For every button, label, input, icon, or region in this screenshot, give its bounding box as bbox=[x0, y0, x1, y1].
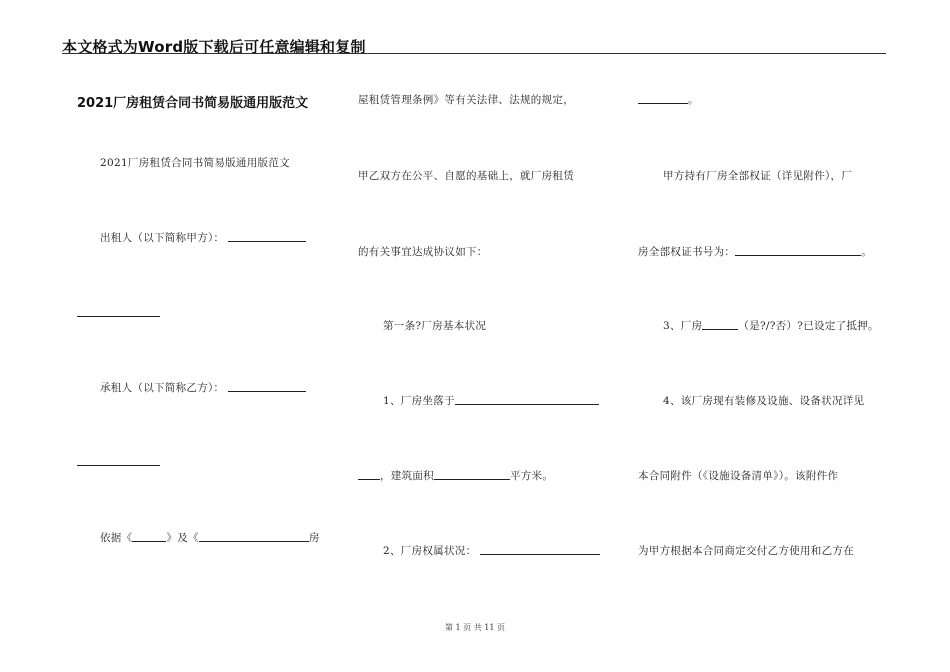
location-blank bbox=[455, 394, 599, 405]
col2-line-3: 的有关事宜达成协议如下： bbox=[358, 246, 488, 258]
certificate-end: 。 bbox=[861, 246, 873, 258]
basis-suffix: 房 bbox=[308, 532, 320, 544]
location-label: 1、厂房坐落于 bbox=[383, 395, 455, 407]
header-divider bbox=[62, 53, 886, 54]
col3-line-1 bbox=[638, 92, 699, 107]
col3-line-6: 本合同附件（《设施设备清单》）。该附件作 bbox=[638, 470, 839, 482]
mortgage-suffix: （是?/?否）?已设定了抵押。 bbox=[738, 320, 879, 332]
area-blank bbox=[434, 469, 510, 480]
col3-line-7: 为甲方根据本合同商定交付乙方使用和乙方在 bbox=[638, 545, 854, 557]
document-title: 2021厂房租赁合同书简易版通用版范文 bbox=[77, 96, 309, 111]
basis-blank-1 bbox=[132, 531, 166, 542]
mortgage-blank bbox=[702, 319, 738, 330]
col2-line-7 bbox=[383, 543, 600, 558]
col1-basis-line bbox=[100, 530, 320, 545]
mortgage-label: 3、厂房 bbox=[663, 320, 703, 332]
location-blank-continued bbox=[358, 469, 380, 480]
lessee-blank bbox=[228, 381, 306, 392]
col2-line-6 bbox=[358, 468, 553, 483]
area-label: ，建筑面积 bbox=[380, 470, 434, 482]
col2-line-1: 屋租赁管理条例》等有关法律、法规的规定， bbox=[358, 94, 574, 106]
certificate-label: 房全部权证书号为： bbox=[638, 246, 736, 258]
lessee-blank-continued bbox=[77, 465, 160, 466]
area-unit: 平方米。 bbox=[510, 470, 554, 482]
basis-prefix: 依据《 bbox=[100, 532, 133, 544]
ownership-label: 2、厂房权属状况： bbox=[383, 545, 477, 557]
ownership-blank bbox=[480, 544, 600, 555]
col1-lessee-line bbox=[100, 380, 306, 395]
col3-line-2: 甲方持有厂房全部权证（详见附件），厂 bbox=[663, 170, 853, 182]
lessor-blank-continued bbox=[77, 316, 160, 317]
lessor-label: 出租人（以下简称甲方）： bbox=[100, 232, 225, 244]
col3-line-4 bbox=[663, 318, 879, 333]
certificate-blank bbox=[735, 245, 861, 256]
col3-line-1-end: 。 bbox=[688, 94, 699, 106]
col1-subtitle: 2021厂房租赁合同书简易版通用版范文 bbox=[100, 157, 290, 169]
col1-lessor-line bbox=[100, 230, 306, 245]
col2-line-2: 甲乙双方在公平、自愿的基础上，就厂房租赁 bbox=[358, 170, 574, 182]
col3-line-3 bbox=[638, 244, 872, 259]
page-footer: 第 1 页 共 11 页 bbox=[445, 623, 505, 632]
basis-mid: 》及《 bbox=[166, 532, 199, 544]
header-title: 本文格式为Word版下载后可任意编辑和复制 bbox=[62, 38, 366, 56]
col3-line-5: 4、该厂房现有装修及设施、设备状况详见 bbox=[663, 395, 865, 407]
col2-line-5 bbox=[383, 393, 599, 408]
ownership-blank-continued bbox=[638, 93, 688, 104]
lessee-label: 承租人（以下简称乙方）： bbox=[100, 382, 225, 394]
col2-line-4: 第一条?厂房基本状况 bbox=[383, 320, 487, 332]
basis-blank-2 bbox=[199, 531, 309, 542]
lessor-blank bbox=[228, 231, 306, 242]
